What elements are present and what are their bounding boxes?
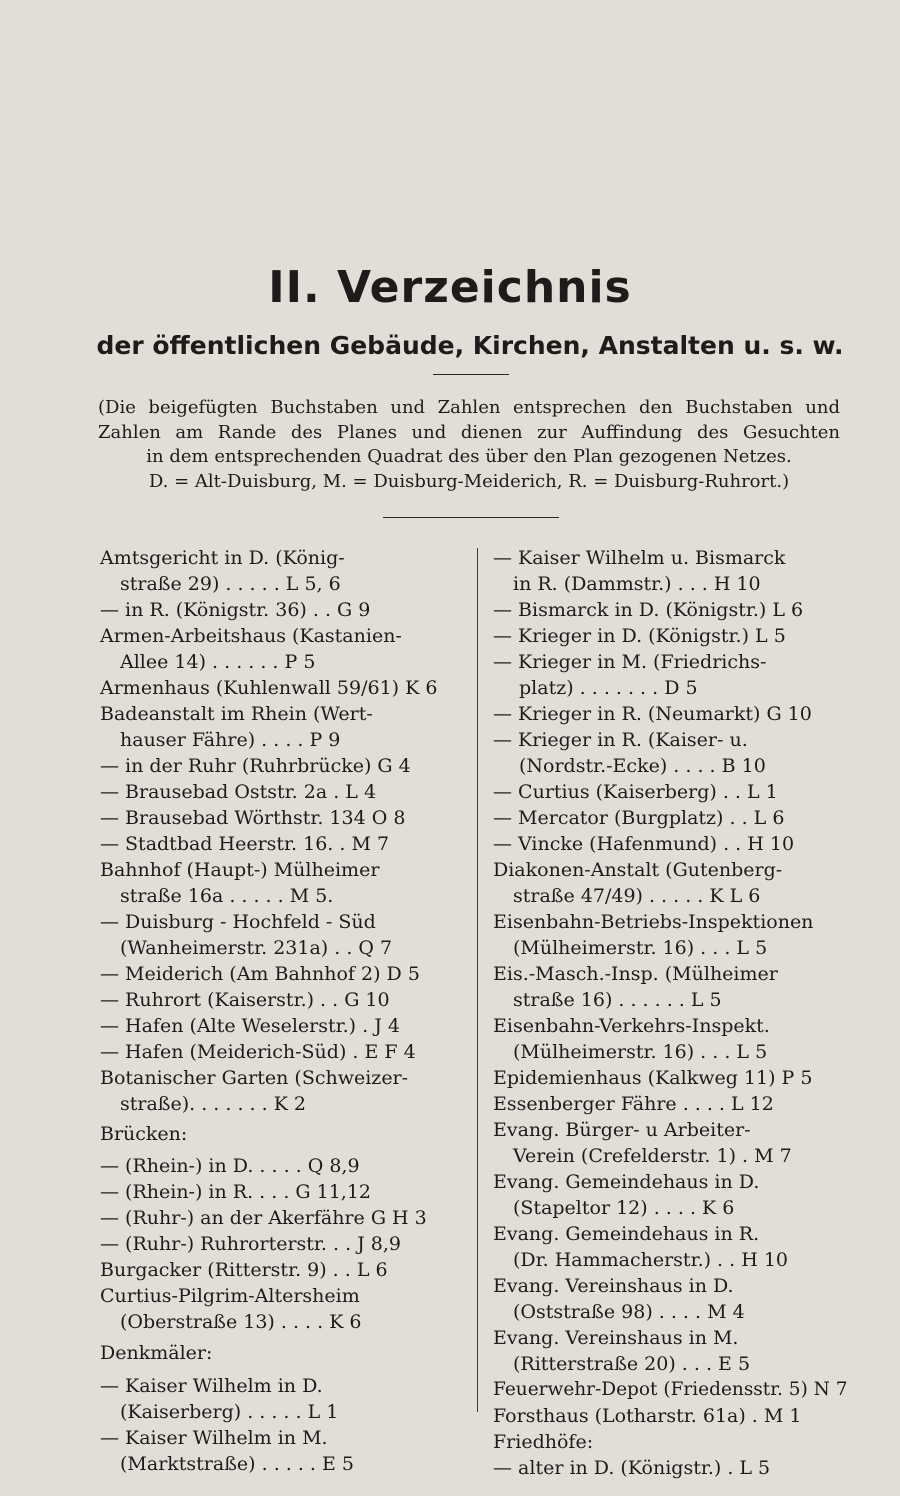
entry-line: — Hafen (Meiderich-Süd) . E F 4 [100,1041,416,1063]
page-subtitle: der öffentlichen Gebäude, Kirchen, Anstalten u. s. w. [96,331,844,360]
entry-line: — Kaiser Wilhelm u. Bismarck [493,547,786,569]
entry-line: (Mülheimerstr. 16) . . . L 5 [513,1041,768,1063]
intro-line: (Die beigefügten Buchstaben und Zahlen entsprechen den Buchstaben und [98,397,840,418]
entry-line: straße 16a . . . . . M 5. [120,885,334,907]
entry-line: Verein (Crefelderstr. 1) . M 7 [513,1145,792,1167]
entry-line: — Curtius (Kaiserberg) . . L 1 [493,781,778,803]
entry-line: hauser Fähre) . . . . P 9 [120,729,341,751]
entry-line: Badeanstalt im Rhein (Wert- [100,703,373,725]
entry-line: — Krieger in D. (Königstr.) L 5 [493,625,786,647]
entry-line: — Brausebad Oststr. 2a . L 4 [100,781,377,803]
entry-line: Evang. Bürger- u Arbeiter- [493,1119,751,1141]
entry-line: — in der Ruhr (Ruhrbrücke) G 4 [100,755,411,777]
entry-line: Essenberger Fähre . . . . L 12 [493,1093,774,1115]
entry-line: — Duisburg - Hochfeld - Süd [100,911,376,933]
entry-line: (Oststraße 98) . . . . M 4 [513,1301,745,1323]
entry-line: Armenhaus (Kuhlenwall 59/61) K 6 [100,677,438,699]
entry-line: straße 47/49) . . . . . K L 6 [513,885,761,907]
entry-line: straße 29) . . . . . L 5, 6 [120,573,341,595]
entry-line: — Krieger in R. (Kaiser- u. [493,729,748,751]
entry-line: Diakonen-Anstalt (Gutenberg- [493,859,783,881]
entry-line: — Meiderich (Am Bahnhof 2) D 5 [100,963,420,985]
entry-line: — (Rhein-) in R. . . . G 11,12 [100,1181,372,1203]
entry-line: Forsthaus (Lotharstr. 61a) . M 1 [493,1405,802,1427]
entry-line: in R. (Dammstr.) . . . H 10 [513,573,761,595]
entry-line: Eisenbahn-Verkehrs-Inspekt. [493,1015,770,1037]
entry-line: — Krieger in R. (Neumarkt) G 10 [493,703,812,725]
entry-line: straße). . . . . . . K 2 [120,1093,307,1115]
entry-line: — Vincke (Hafenmund) . . H 10 [493,833,795,855]
entry-line: Eisenbahn-Betriebs-Inspektionen [493,911,814,933]
entry-line: — Stadtbad Heerstr. 16. . M 7 [100,833,390,855]
entry-line: Eis.-Masch.-Insp. (Mülheimer [493,963,778,985]
intro-line: in dem entsprechenden Quadrat des über den Plan gezogenen Netzes. [146,446,792,467]
entry-line: Botanischer Garten (Schweizer- [100,1067,409,1089]
entry-line: Feuerwehr-Depot (Friedensstr. 5) N 7 [493,1379,848,1400]
entry-line: Bahnhof (Haupt-) Mülheimer [100,859,380,881]
entry-line: (Mülheimerstr. 16) . . . L 5 [513,937,768,959]
entry-line: Curtius-Pilgrim-Altersheim [100,1285,360,1307]
entry-line: — Kaiser Wilhelm in D. [100,1375,323,1397]
entry-line: Armen-Arbeitshaus (Kastanien- [100,625,402,647]
entry-line: — (Ruhr-) Ruhrorterstr. . . J 8,9 [100,1233,402,1255]
entry-line: — (Ruhr-) an der Akerfähre G H 3 [100,1207,427,1229]
entry-line: (Wanheimerstr. 231a) . . Q 7 [120,937,393,959]
intro-note [98,396,840,494]
entry-line: Evang. Gemeindehaus in R. [493,1223,760,1245]
entry-line: (Marktstraße) . . . . . E 5 [120,1453,355,1475]
column-divider [477,548,478,1412]
entry-line: Brücken: [100,1123,188,1145]
entry-line: Denkmäler: [100,1342,213,1364]
entry-line: Burgacker (Ritterstr. 9) . . L 6 [100,1259,388,1281]
entry-line: — Krieger in M. (Friedrichs- [493,651,767,673]
entry-line: (Oberstraße 13) . . . . K 6 [120,1311,362,1333]
entry-line: — Ruhrort (Kaiserstr.) . . G 10 [100,989,390,1011]
entry-line: straße 16) . . . . . . L 5 [513,989,722,1011]
entry-line: (Dr. Hammacherstr.) . . H 10 [513,1249,788,1271]
entry-line: Evang. Vereinshaus in D. [493,1275,734,1297]
entry-line: Epidemienhaus (Kalkweg 11) P 5 [493,1067,813,1089]
entry-line: Evang. Vereinshaus in M. [493,1327,739,1349]
entry-line: Allee 14) . . . . . . P 5 [120,651,316,673]
entry-line: — Bismarck in D. (Königstr.) L 6 [493,599,804,621]
entry-line: — (Rhein-) in D. . . . . Q 8,9 [100,1155,360,1177]
entry-line: — Kaiser Wilhelm in M. [100,1427,328,1449]
short-rule [433,374,509,375]
page-title: II. Verzeichnis [268,262,632,313]
entry-line: platz) . . . . . . . D 5 [519,677,698,699]
entry-line: Friedhöfe: [493,1431,594,1453]
entry-line: — alter in D. (Königstr.) . L 5 [493,1457,771,1479]
entry-line: — Brausebad Wörthstr. 134 O 8 [100,807,406,829]
section-rule [383,517,559,518]
entry-line: — Hafen (Alte Weselerstr.) . J 4 [100,1015,400,1037]
intro-line: D. = Alt-Duisburg, M. = Duisburg-Meiderich, R. = Duisburg-Ruhrort.) [148,470,790,492]
entry-line: (Nordstr.-Ecke) . . . . B 10 [519,755,766,777]
entry-line: (Stapeltor 12) . . . . K 6 [513,1197,735,1219]
entry-line: Evang. Gemeindehaus in D. [493,1171,760,1193]
intro-line: Zahlen am Rande des Planes und dienen zur Auffindung des Gesuchten [98,421,840,443]
entry-line: — in R. (Königstr. 36) . . G 9 [100,599,371,621]
entry-line: (Kaiserberg) . . . . . L 1 [120,1401,339,1423]
entry-line: Amtsgericht in D. (König- [100,547,345,569]
entry-line: — Mercator (Burgplatz) . . L 6 [493,807,785,829]
entry-line: (Ritterstraße 20) . . . E 5 [513,1353,751,1375]
